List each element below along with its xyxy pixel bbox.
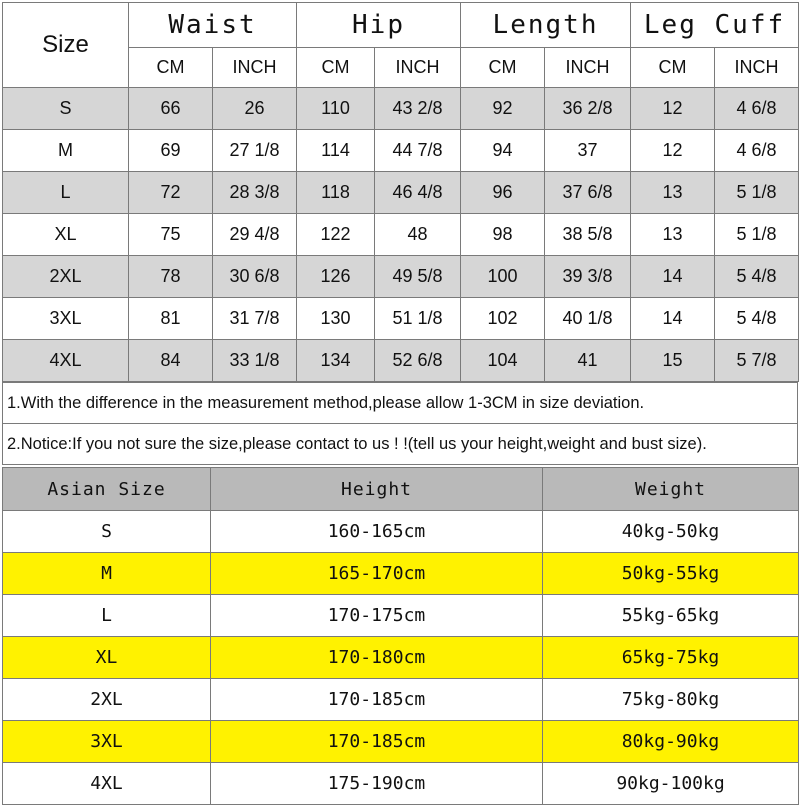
- measurement-cell: 134: [297, 340, 375, 382]
- measurement-cell: 27 1/8: [213, 130, 297, 172]
- height-cell: 170-185cm: [211, 721, 543, 763]
- height-cell: 170-185cm: [211, 679, 543, 721]
- measurement-cell: 41: [545, 340, 631, 382]
- measurement-cell: 130: [297, 298, 375, 340]
- size-row: [3, 214, 799, 256]
- measurement-cell: 30 6/8: [213, 256, 297, 298]
- asian-size-header-row: [3, 468, 799, 511]
- size-chart-body: [3, 88, 799, 382]
- size-column-header: Size: [3, 3, 129, 88]
- asian-size-cell: XL: [3, 637, 211, 679]
- measurement-cell: 12: [631, 88, 715, 130]
- measurement-cell: 43 2/8: [375, 88, 461, 130]
- size-label-cell: 2XL: [3, 256, 129, 298]
- unit-header: CM: [297, 48, 375, 88]
- measurement-cell: 75: [129, 214, 213, 256]
- measurement-cell: 100: [461, 256, 545, 298]
- asian-size-row: [3, 595, 799, 637]
- size-row: [3, 88, 799, 130]
- unit-header: INCH: [715, 48, 799, 88]
- measurement-cell: 4 6/8: [715, 88, 799, 130]
- measurement-cell: 13: [631, 172, 715, 214]
- measurement-cell: 72: [129, 172, 213, 214]
- measurement-cell: 69: [129, 130, 213, 172]
- measurement-cell: 84: [129, 340, 213, 382]
- measurement-cell: 15: [631, 340, 715, 382]
- weight-cell: 40kg-50kg: [543, 511, 799, 553]
- weight-cell: 50kg-55kg: [543, 553, 799, 595]
- size-row: [3, 172, 799, 214]
- measurement-cell: 5 7/8: [715, 340, 799, 382]
- height-cell: 170-175cm: [211, 595, 543, 637]
- measurement-cell: 104: [461, 340, 545, 382]
- weight-cell: 90kg-100kg: [543, 763, 799, 805]
- measurement-cell: 14: [631, 256, 715, 298]
- measurement-cell: 14: [631, 298, 715, 340]
- asian-size-row: [3, 553, 799, 595]
- measurement-cell: 37 6/8: [545, 172, 631, 214]
- measurement-note: 1.With the difference in the measurement method,please allow 1-3CM in size deviation.: [2, 382, 798, 424]
- asian-size-cell: S: [3, 511, 211, 553]
- measurement-cell: 31 7/8: [213, 298, 297, 340]
- asian-size-header: Asian Size: [3, 468, 211, 511]
- size-label-cell: S: [3, 88, 129, 130]
- waist-header: Waist: [129, 3, 297, 48]
- size-label-cell: XL: [3, 214, 129, 256]
- size-chart-table: [2, 2, 799, 382]
- measurement-cell: 33 1/8: [213, 340, 297, 382]
- size-label-cell: M: [3, 130, 129, 172]
- measurement-cell: 118: [297, 172, 375, 214]
- measurement-cell: 96: [461, 172, 545, 214]
- asian-size-row: [3, 637, 799, 679]
- measurement-cell: 5 1/8: [715, 172, 799, 214]
- height-cell: 170-180cm: [211, 637, 543, 679]
- asian-size-cell: M: [3, 553, 211, 595]
- measurement-cell: 51 1/8: [375, 298, 461, 340]
- height-header: Height: [211, 468, 543, 511]
- measurement-cell: 26: [213, 88, 297, 130]
- unit-header: INCH: [213, 48, 297, 88]
- unit-header: CM: [461, 48, 545, 88]
- asian-size-cell: 4XL: [3, 763, 211, 805]
- size-chart-group-header-row: [3, 3, 799, 48]
- measurement-cell: 13: [631, 214, 715, 256]
- measurement-cell: 81: [129, 298, 213, 340]
- asian-size-cell: L: [3, 595, 211, 637]
- measurement-cell: 44 7/8: [375, 130, 461, 172]
- measurement-cell: 29 4/8: [213, 214, 297, 256]
- measurement-cell: 36 2/8: [545, 88, 631, 130]
- size-label-cell: 4XL: [3, 340, 129, 382]
- measurement-cell: 28 3/8: [213, 172, 297, 214]
- length-header: Length: [461, 3, 631, 48]
- asian-size-row: [3, 511, 799, 553]
- measurement-cell: 40 1/8: [545, 298, 631, 340]
- measurement-cell: 37: [545, 130, 631, 172]
- size-row: [3, 130, 799, 172]
- measurement-cell: 52 6/8: [375, 340, 461, 382]
- measurement-cell: 5 4/8: [715, 298, 799, 340]
- asian-size-row: [3, 679, 799, 721]
- unit-header: CM: [631, 48, 715, 88]
- measurement-cell: 102: [461, 298, 545, 340]
- measurement-cell: 66: [129, 88, 213, 130]
- height-cell: 175-190cm: [211, 763, 543, 805]
- asian-size-table: [2, 467, 799, 805]
- measurement-cell: 12: [631, 130, 715, 172]
- measurement-cell: 4 6/8: [715, 130, 799, 172]
- measurement-cell: 114: [297, 130, 375, 172]
- measurement-cell: 92: [461, 88, 545, 130]
- measurement-cell: 98: [461, 214, 545, 256]
- contact-notice: 2.Notice:If you not sure the size,please contact to us ! !(tell us your height,weight and bust size).: [2, 423, 798, 465]
- measurement-cell: 49 5/8: [375, 256, 461, 298]
- size-label-cell: L: [3, 172, 129, 214]
- height-cell: 160-165cm: [211, 511, 543, 553]
- height-cell: 165-170cm: [211, 553, 543, 595]
- asian-size-cell: 3XL: [3, 721, 211, 763]
- weight-cell: 80kg-90kg: [543, 721, 799, 763]
- measurement-cell: 78: [129, 256, 213, 298]
- weight-cell: 55kg-65kg: [543, 595, 799, 637]
- measurement-cell: 5 4/8: [715, 256, 799, 298]
- measurement-cell: 46 4/8: [375, 172, 461, 214]
- leg-cuff-header: Leg Cuff: [631, 3, 799, 48]
- measurement-cell: 110: [297, 88, 375, 130]
- hip-header: Hip: [297, 3, 461, 48]
- measurement-cell: 94: [461, 130, 545, 172]
- size-row: [3, 256, 799, 298]
- weight-cell: 65kg-75kg: [543, 637, 799, 679]
- unit-header: INCH: [375, 48, 461, 88]
- measurement-cell: 48: [375, 214, 461, 256]
- measurement-cell: 126: [297, 256, 375, 298]
- measurement-cell: 38 5/8: [545, 214, 631, 256]
- size-row: [3, 298, 799, 340]
- unit-header: INCH: [545, 48, 631, 88]
- asian-size-cell: 2XL: [3, 679, 211, 721]
- measurement-cell: 39 3/8: [545, 256, 631, 298]
- weight-cell: 75kg-80kg: [543, 679, 799, 721]
- unit-header: CM: [129, 48, 213, 88]
- asian-size-body: [3, 511, 799, 805]
- measurement-cell: 122: [297, 214, 375, 256]
- asian-size-row: [3, 763, 799, 805]
- asian-size-row: [3, 721, 799, 763]
- size-label-cell: 3XL: [3, 298, 129, 340]
- weight-header: Weight: [543, 468, 799, 511]
- measurement-cell: 5 1/8: [715, 214, 799, 256]
- size-row: [3, 340, 799, 382]
